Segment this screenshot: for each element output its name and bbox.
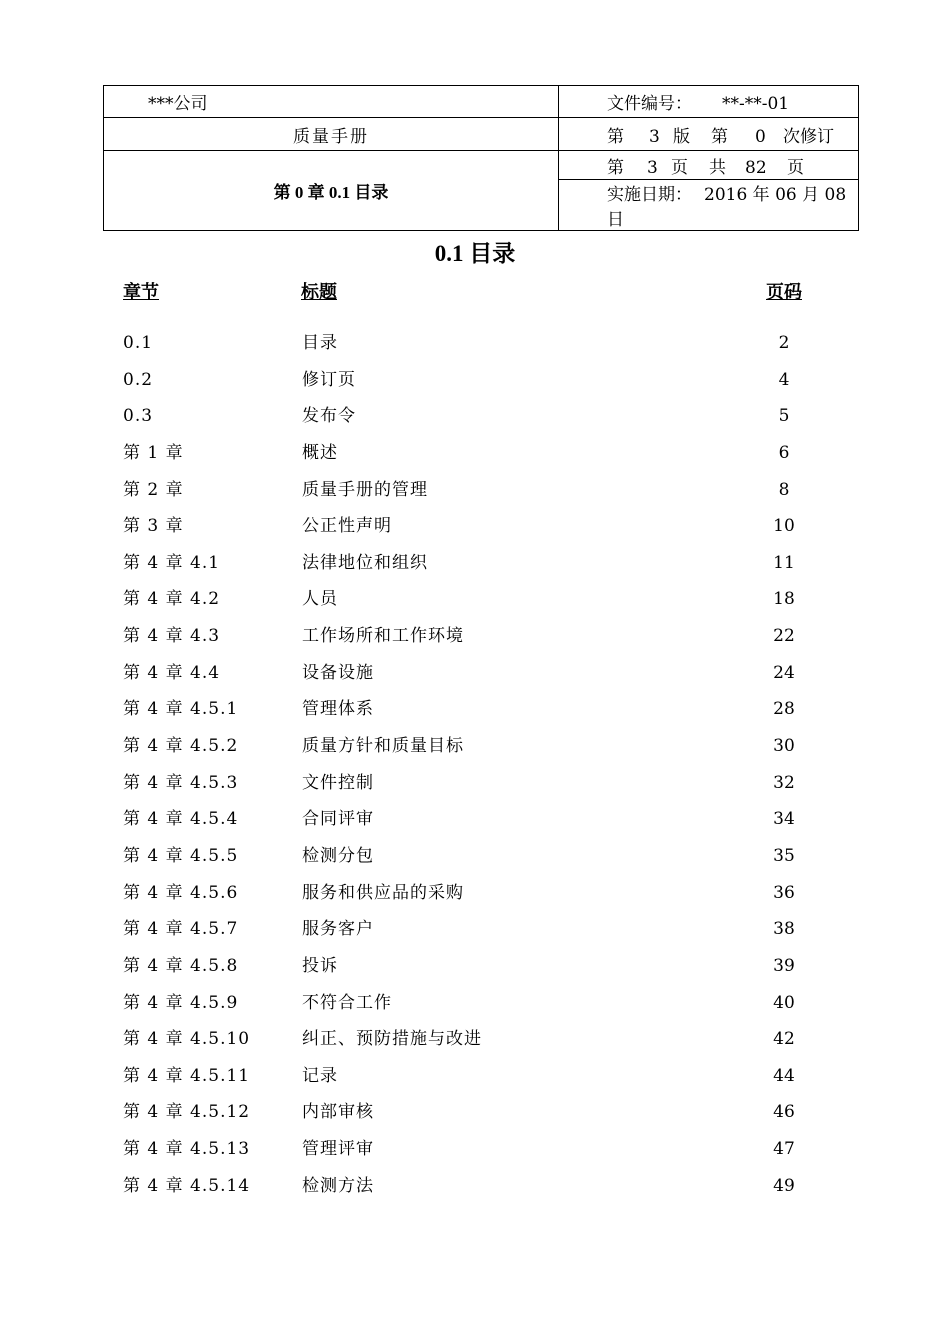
toc-title: 概述 xyxy=(302,442,338,463)
toc-title: 公正性声明 xyxy=(302,516,392,537)
toc-page-number: 49 xyxy=(773,1175,795,1196)
toc-section: 第 4 章 4.2 xyxy=(123,589,221,610)
toc-section: 第 4 章 4.5.3 xyxy=(123,772,239,793)
toc-page-number: 5 xyxy=(778,406,790,427)
toc-row xyxy=(123,767,823,804)
toc-section: 第 1 章 xyxy=(123,442,184,463)
toc-page-number: 46 xyxy=(773,1102,795,1123)
toc-section: 第 4 章 4.5.1 xyxy=(123,699,239,720)
toc-section: 第 4 章 4.5.10 xyxy=(123,1029,251,1050)
toc-title: 修订页 xyxy=(302,369,356,390)
toc-title: 质量手册的管理 xyxy=(302,479,428,500)
column-header-title: 标题 xyxy=(301,282,337,303)
version-part: 版 xyxy=(673,126,690,147)
toc-row xyxy=(123,620,823,657)
toc-section: 第 4 章 4.3 xyxy=(123,626,221,647)
toc-title: 检测方法 xyxy=(302,1175,374,1196)
version-part: 3 xyxy=(649,126,660,147)
toc-row xyxy=(123,327,823,364)
toc-row xyxy=(123,400,823,437)
toc-section: 第 3 章 xyxy=(123,516,184,537)
toc-page-number: 10 xyxy=(773,516,795,537)
column-header-page: 页码 xyxy=(766,282,802,303)
version-part: 第 xyxy=(607,126,624,147)
chapter-title: 第 0 章 0.1 目录 xyxy=(104,151,559,231)
toc-section: 第 4 章 4.5.9 xyxy=(123,992,239,1013)
toc-row xyxy=(123,950,823,987)
column-header-section: 章节 xyxy=(123,282,159,303)
toc-section: 第 4 章 4.5.7 xyxy=(123,919,239,940)
toc-row xyxy=(123,437,823,474)
effective-date: 2016 年 06 月 08 日 xyxy=(607,185,847,230)
toc-row xyxy=(123,877,823,914)
company-name: ***公司 xyxy=(104,86,559,118)
toc-row xyxy=(123,657,823,694)
toc-page-number: 32 xyxy=(773,772,795,793)
toc-section: 0.1 xyxy=(123,333,154,353)
page-part: 页 xyxy=(671,157,688,178)
toc-title: 质量方针和质量目标 xyxy=(302,736,464,757)
toc-page-number: 22 xyxy=(773,626,795,647)
toc-page-number: 42 xyxy=(773,1029,795,1050)
document-number-cell xyxy=(559,86,859,118)
toc-title: 投诉 xyxy=(302,955,338,976)
toc-title: 检测分包 xyxy=(302,845,374,866)
toc-page-number: 4 xyxy=(778,369,790,390)
toc-row xyxy=(123,364,823,401)
page-part: 第 xyxy=(607,157,624,178)
page-part: 页 xyxy=(787,157,804,178)
toc-row xyxy=(123,474,823,511)
toc-page-number: 24 xyxy=(773,662,795,683)
page-part: 3 xyxy=(647,157,658,178)
toc-page-number: 39 xyxy=(773,955,795,976)
toc-section: 0.2 xyxy=(123,369,154,390)
document-header-table xyxy=(103,85,859,231)
toc-title: 发布令 xyxy=(302,406,356,427)
toc-page-number: 6 xyxy=(778,442,790,463)
toc-section: 第 4 章 4.5.11 xyxy=(123,1065,251,1086)
toc-row xyxy=(123,1023,823,1060)
toc-row xyxy=(123,547,823,584)
effective-date-label: 实施日期： xyxy=(607,185,692,205)
toc-title: 内部审核 xyxy=(302,1102,374,1123)
toc-section: 第 4 章 4.5.8 xyxy=(123,955,239,976)
toc-section: 第 4 章 4.5.13 xyxy=(123,1139,251,1160)
version-part: 次修订 xyxy=(783,126,834,147)
toc-section: 第 2 章 xyxy=(123,479,184,500)
toc-row xyxy=(123,1060,823,1097)
toc-title: 设备设施 xyxy=(302,662,374,683)
toc-page-number: 8 xyxy=(778,479,790,500)
toc-title: 法律地位和组织 xyxy=(302,552,428,573)
toc-row xyxy=(123,510,823,547)
page-title: 0.1 目录 xyxy=(434,241,516,266)
toc-section: 第 4 章 4.5.2 xyxy=(123,736,239,757)
toc-row xyxy=(123,693,823,730)
toc-page-number: 36 xyxy=(773,882,795,903)
toc-row xyxy=(123,803,823,840)
toc-row xyxy=(123,583,823,620)
toc-title: 人员 xyxy=(302,589,338,610)
toc-section: 第 4 章 4.5.12 xyxy=(123,1102,251,1123)
toc-page-number: 30 xyxy=(773,736,795,757)
toc-section: 第 4 章 4.4 xyxy=(123,662,221,683)
toc-title: 服务客户 xyxy=(302,919,374,940)
version-part: 0 xyxy=(755,126,766,147)
toc-section: 第 4 章 4.5.6 xyxy=(123,882,239,903)
toc-row xyxy=(123,1133,823,1170)
toc-page-number: 44 xyxy=(773,1065,795,1086)
toc-row xyxy=(123,1170,823,1207)
toc-title: 不符合工作 xyxy=(302,992,392,1013)
effective-date-cell xyxy=(559,180,859,231)
toc-page-number: 40 xyxy=(773,992,795,1013)
version-cell xyxy=(559,118,859,151)
toc-page-number: 35 xyxy=(773,845,795,866)
toc-title: 服务和供应品的采购 xyxy=(302,882,464,903)
table-of-contents xyxy=(123,327,823,1206)
toc-title: 纠正、预防措施与改进 xyxy=(302,1029,482,1050)
toc-page-number: 34 xyxy=(773,809,795,830)
toc-page-number: 28 xyxy=(773,699,795,720)
toc-section: 第 4 章 4.1 xyxy=(123,552,221,573)
toc-section: 0.3 xyxy=(123,406,154,427)
toc-page-number: 38 xyxy=(773,919,795,940)
toc-page-number: 47 xyxy=(773,1139,795,1160)
toc-page-number: 2 xyxy=(778,333,790,353)
page-part: 共 xyxy=(709,157,726,178)
document-number-label: 文件编号： xyxy=(607,94,692,114)
toc-row xyxy=(123,730,823,767)
toc-row xyxy=(123,840,823,877)
toc-section: 第 4 章 4.5.5 xyxy=(123,845,239,866)
toc-title: 工作场所和工作环境 xyxy=(302,626,464,647)
toc-title: 文件控制 xyxy=(302,772,374,793)
toc-title: 管理评审 xyxy=(302,1139,374,1160)
toc-title: 记录 xyxy=(302,1065,338,1086)
page-count-cell xyxy=(559,151,859,180)
version-part: 第 xyxy=(711,126,728,147)
toc-title: 合同评审 xyxy=(302,809,374,830)
toc-section: 第 4 章 4.5.4 xyxy=(123,809,239,830)
toc-title: 目录 xyxy=(302,333,338,353)
toc-row xyxy=(123,1096,823,1133)
manual-name: 质量手册 xyxy=(104,118,559,151)
toc-section: 第 4 章 4.5.14 xyxy=(123,1175,251,1196)
page-part: 82 xyxy=(745,157,767,178)
document-number: **-**-01 xyxy=(722,94,790,114)
toc-row xyxy=(123,987,823,1024)
toc-page-number: 11 xyxy=(773,552,795,573)
toc-page-number: 18 xyxy=(773,589,795,610)
toc-title: 管理体系 xyxy=(302,699,374,720)
toc-row xyxy=(123,913,823,950)
